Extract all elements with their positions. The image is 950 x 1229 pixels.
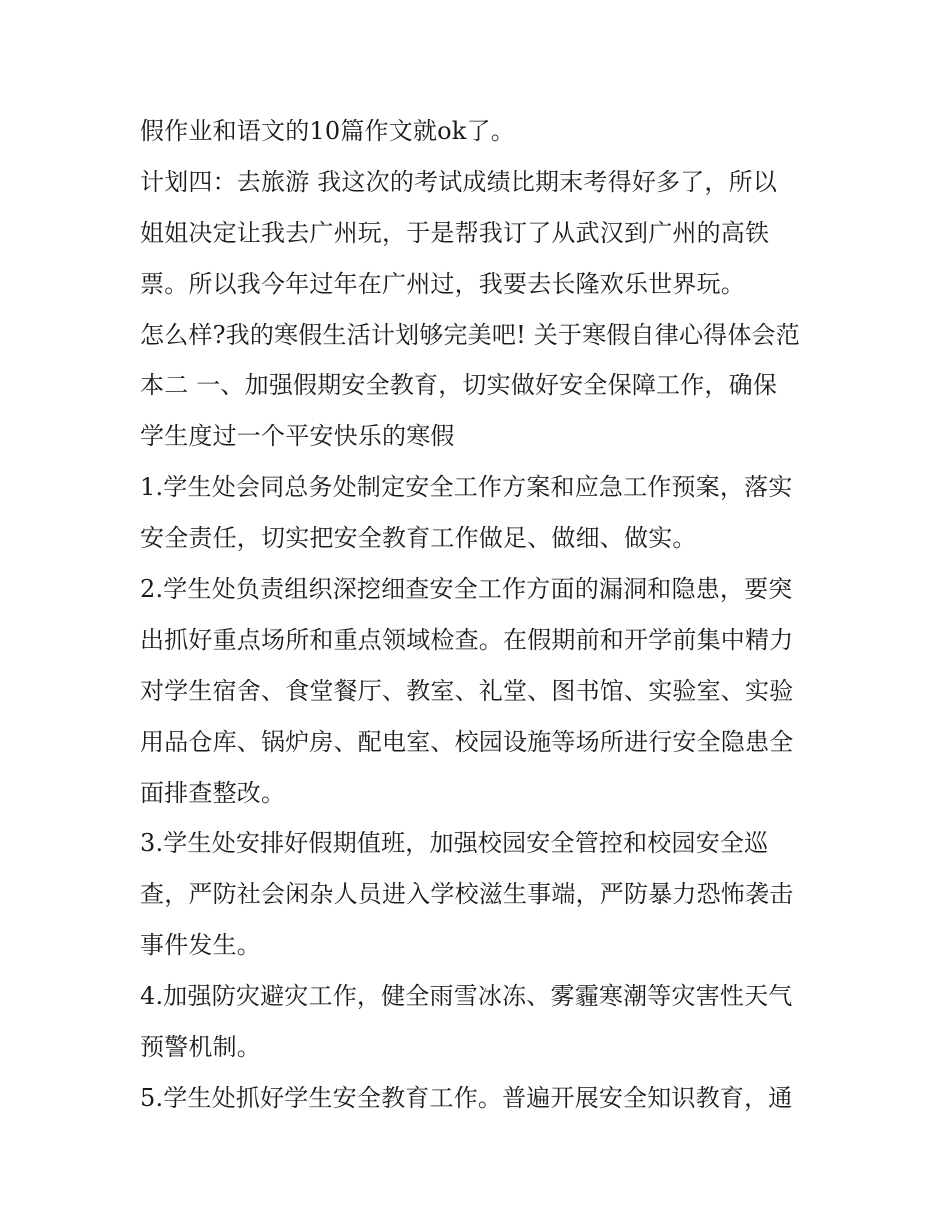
text-line: 3.学生处安排好假期值班，加强校园安全管控和校园安全巡 xyxy=(140,829,769,858)
text-line: 怎么样?我的寒假生活计划够完美吧! 关于寒假自律心得体会范 xyxy=(140,320,800,349)
text-line: 事件发生。 xyxy=(140,931,261,960)
text-line: 2.学生处负责组织深挖细查安全工作方面的漏洞和隐患，要突 xyxy=(140,575,793,604)
text-line: 预警机制。 xyxy=(140,1033,261,1062)
text-line: 5.学生处抓好学生安全教育工作。普遍开展安全知识教育，通 xyxy=(140,1083,793,1112)
text-line: 假作业和语文的10篇作文就ok了。 xyxy=(140,117,515,145)
paragraph-sample-two-intro xyxy=(140,310,820,463)
text-line: 安全责任，切实把安全教育工作做足、做细、做实。 xyxy=(140,524,697,553)
list-item-4 xyxy=(140,971,820,1073)
list-item-5 xyxy=(140,1073,820,1124)
text-line: 4.加强防灾避灾工作，健全雨雪冰冻、雾霾寒潮等灾害性天气 xyxy=(140,982,793,1011)
text-line: 本二 一、加强假期安全教育，切实做好安全保障工作，确保 xyxy=(140,371,778,400)
text-line: 票。所以我今年过年在广州过，我要去长隆欢乐世界玩。 xyxy=(140,269,745,298)
list-item-2 xyxy=(140,564,820,818)
paragraph-plan-four-travel xyxy=(140,157,820,310)
text-line: 学生度过一个平安快乐的寒假 xyxy=(140,422,455,451)
list-item-3 xyxy=(140,818,820,971)
text-line: 出抓好重点场所和重点领域检查。在假期前和开学前集中精力 xyxy=(140,625,794,654)
text-line: 用品仓库、锅炉房、配电室、校园设施等场所进行安全隐患全 xyxy=(140,727,794,756)
document-body xyxy=(140,106,820,1124)
text-line: 对学生宿舍、食堂餐厅、教室、礼堂、图书馆、实验室、实验 xyxy=(140,676,794,705)
paragraph-homework-end xyxy=(140,106,820,157)
list-item-1 xyxy=(140,462,820,564)
text-line: 1.学生处会同总务处制定安全工作方案和应急工作预案，落实 xyxy=(140,473,793,502)
text-line: 查，严防社会闲杂人员进入学校滋生事端，严防暴力恐怖袭击 xyxy=(140,880,794,909)
text-line: 姐姐决定让我去广州玩，于是帮我订了从武汉到广州的高铁 xyxy=(140,218,770,247)
text-line: 计划四：去旅游 我这次的考试成绩比期末考得好多了，所以 xyxy=(140,167,778,196)
text-line: 面排查整改。 xyxy=(140,778,286,807)
